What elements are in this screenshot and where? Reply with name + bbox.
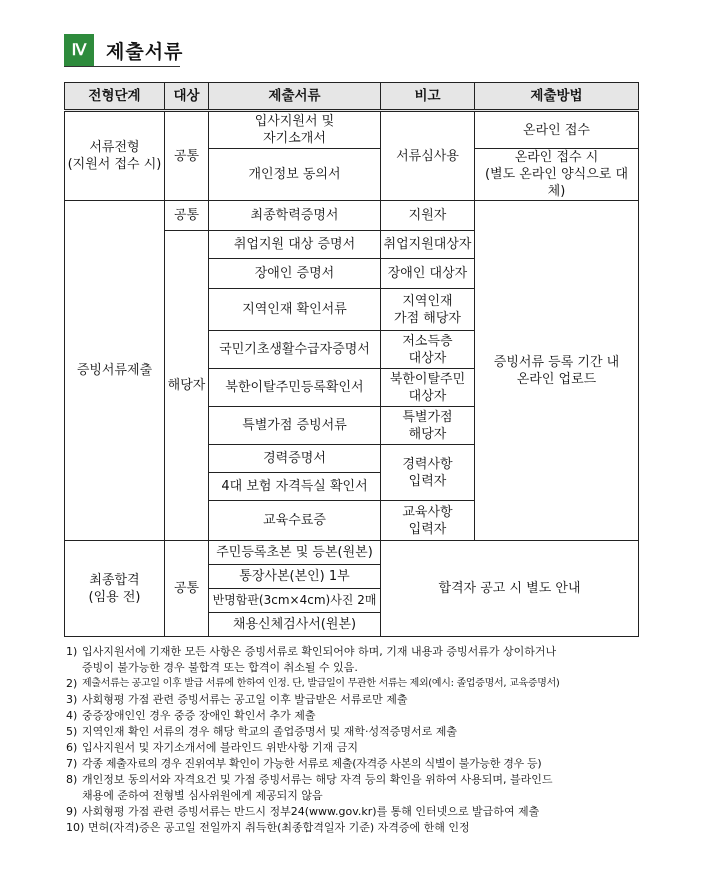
stage-label: 서류전형 (지원서 접수 시) [65, 111, 165, 201]
table-row [65, 111, 639, 149]
documents-table [64, 82, 639, 637]
remark-cell: 지역인재 가점 해당자 [381, 289, 475, 331]
remark-cell: 교육사항 입력자 [381, 501, 475, 541]
table-header-row [65, 83, 639, 111]
footnote: 7) 각종 제출자료의 경우 진위여부 확인이 가능한 서류로 제출(자격증 사본의 식별이 불가능한 경우 등) [66, 757, 542, 770]
footnote: 1) 입사지원서에 기재한 모든 사항은 증빙서류로 확인되어야 하며, 기재 내용과 증빙서류가 상이하거나 증빙이 불가능한 경우 불합격 또는 합격이 취소될 수 있음. [66, 645, 557, 674]
footnote: 5) 지역인재 확인 서류의 경우 해당 학교의 졸업증명서 및 재학·성적증명서로 제출 [66, 725, 457, 738]
remark-cell: 특별가점 해당자 [381, 407, 475, 445]
footnote: 10) 면허(자격)증은 공고일 전일까지 취득한(최종합격일자 기준) 자격증에 한해 인정 [66, 821, 470, 834]
footnote: 6) 입사지원서 및 자기소개서에 블라인드 위반사항 기재 금지 [66, 741, 359, 754]
footnote: 9) 사회형평 가점 관련 증빙서류는 반드시 정부24(www.gov.kr)를 통해 인터넷으로 발급하여 제출 [66, 805, 540, 818]
target-cell: 공통 [165, 541, 209, 637]
remark-cell: 합격자 공고 시 별도 안내 [381, 541, 639, 637]
footnotes [66, 644, 646, 836]
document-cell: 지역인재 확인서류 [209, 289, 381, 331]
document-cell: 북한이탈주민등록확인서 [209, 369, 381, 407]
section-title: 제출서류 [106, 40, 184, 63]
document-cell: 국민기초생활수급자증명서 [209, 331, 381, 369]
stage-label: 증빙서류제출 [65, 201, 165, 541]
header-method: 제출방법 [475, 83, 639, 111]
method-cell: 증빙서류 등록 기간 내 온라인 업로드 [475, 201, 639, 541]
document-cell: 4대 보험 자격득실 확인서 [209, 473, 381, 501]
footnote: 3) 사회형평 가점 관련 증빙서류는 공고일 이후 발급받은 서류로만 제출 [66, 693, 408, 706]
method-cell: 온라인 접수 시 (별도 온라인 양식으로 대체) [475, 149, 639, 201]
document-cell: 교육수료증 [209, 501, 381, 541]
section-number-badge: Ⅳ [64, 34, 94, 66]
footnote: 2) 제출서류는 공고일 이후 발급 서류에 한하여 인정. 단, 발급일이 무관한 서류는 제외(예시: 졸업증명서, 교육증명서) [66, 677, 560, 690]
header-target: 대상 [165, 83, 209, 111]
footnote: 4) 중증장애인인 경우 중증 장애인 확인서 추가 제출 [66, 709, 316, 722]
table-row [65, 541, 639, 565]
remark-cell: 서류심사용 [381, 111, 475, 201]
remark-cell: 지원자 [381, 201, 475, 231]
document-cell: 통장사본(본인) 1부 [209, 565, 381, 589]
document-cell: 경력증명서 [209, 445, 381, 473]
heading-underline [64, 66, 180, 67]
remark-cell: 취업지원대상자 [381, 231, 475, 259]
target-cell: 해당자 [165, 231, 209, 541]
document-cell: 주민등록초본 및 등본(원본) [209, 541, 381, 565]
remark-cell: 북한이탈주민 대상자 [381, 369, 475, 407]
section-heading [64, 34, 183, 66]
method-cell: 온라인 접수 [475, 111, 639, 149]
document-cell: 반명함판(3cm×4cm)사진 2매 [209, 589, 381, 613]
remark-cell: 장애인 대상자 [381, 259, 475, 289]
document-cell: 개인정보 동의서 [209, 149, 381, 201]
header-remarks: 비고 [381, 83, 475, 111]
document-cell: 특별가점 증빙서류 [209, 407, 381, 445]
header-stage: 전형단계 [65, 83, 165, 111]
remark-cell: 저소득층 대상자 [381, 331, 475, 369]
stage-label: 최종합격 (임용 전) [65, 541, 165, 637]
document-cell: 채용신체검사서(원본) [209, 613, 381, 637]
footnote: 8) 개인정보 동의서와 자격요건 및 가점 증빙서류는 해당 자격 등의 확인을 위하여 사용되며, 블라인드 채용에 준하여 전형별 심사위원에게 제공되지 않음 [66, 773, 553, 802]
document-cell: 취업지원 대상 증명서 [209, 231, 381, 259]
table-row [65, 201, 639, 231]
document-cell: 최종학력증명서 [209, 201, 381, 231]
target-cell: 공통 [165, 201, 209, 231]
document-cell: 장애인 증명서 [209, 259, 381, 289]
header-documents: 제출서류 [209, 83, 381, 111]
remark-cell: 경력사항 입력자 [381, 445, 475, 501]
document-cell: 입사지원서 및 자기소개서 [209, 111, 381, 149]
target-cell: 공통 [165, 111, 209, 201]
